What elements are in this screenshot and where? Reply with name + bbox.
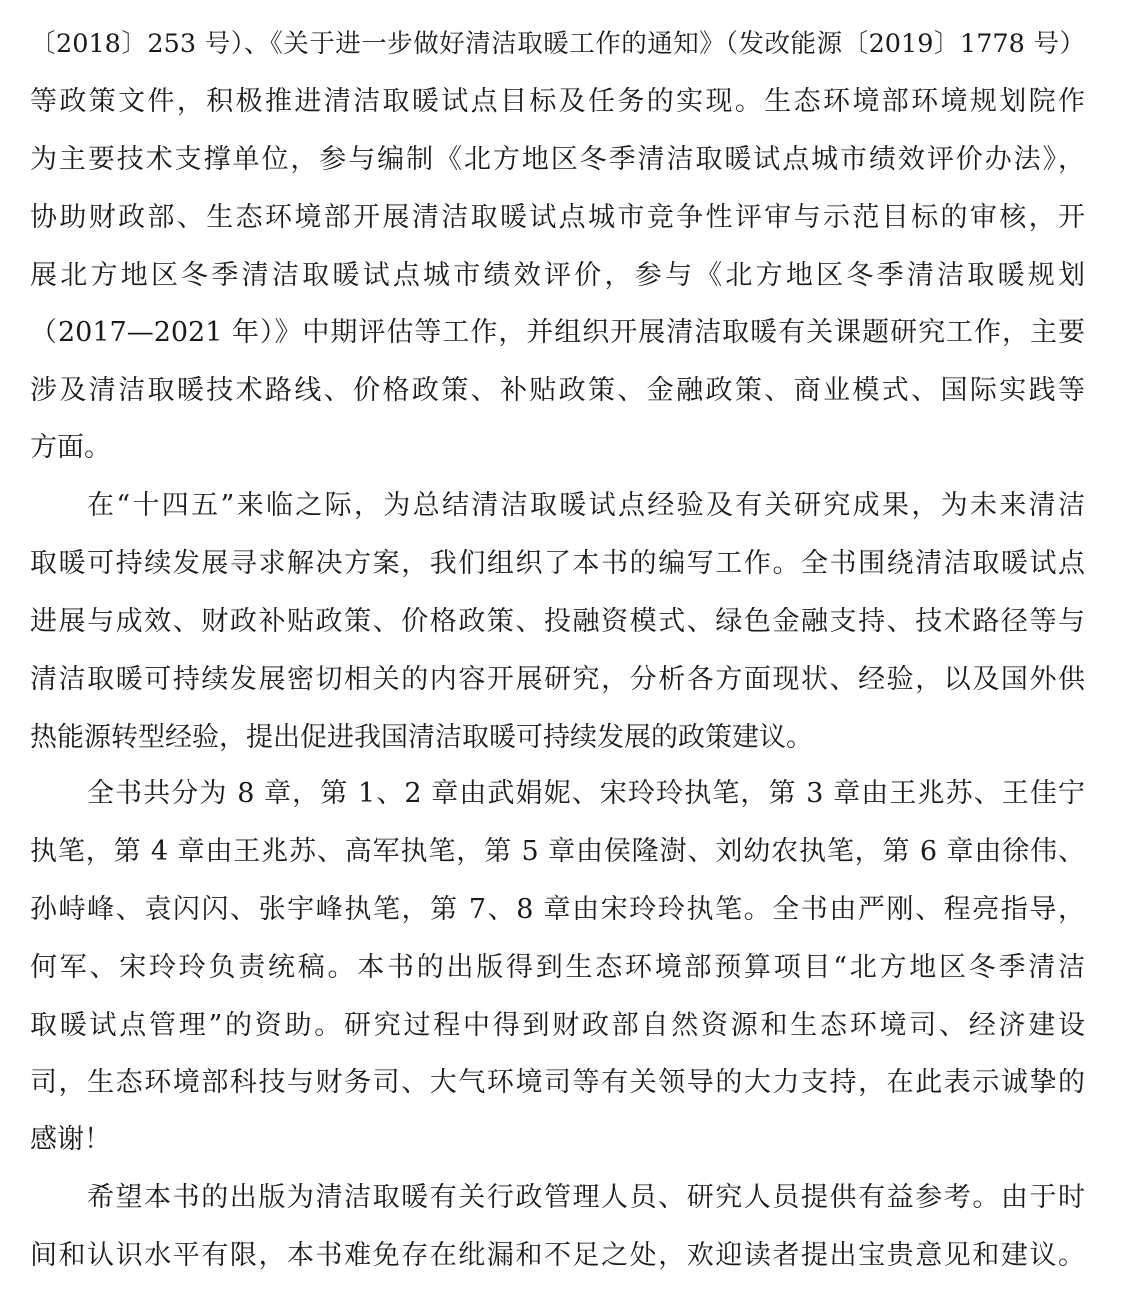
text-line: （2017—2021 年）》中期评估等工作，并组织开展清洁取暖有关课题研究工作，主要 <box>30 317 1085 348</box>
text-line: 孙峙峰、袁闪闪、张宇峰执笔，第 7、8 章由宋玲玲执笔。全书由严刚、程亮指导， <box>30 894 1085 925</box>
text-line: 感谢！ <box>30 1124 111 1155</box>
text-line: 〔2018〕253 号）、《关于进一步做好清洁取暖工作的通知》（发改能源〔2019〕1778 号） <box>30 29 1085 59</box>
text-line: 司，生态环境部科技与财务司、大气环境司等有关领导的大力支持，在此表示诚挚的 <box>30 1067 1085 1098</box>
text-line: 展北方地区冬季清洁取暖试点城市绩效评价，参与《北方地区冬季清洁取暖规划 <box>30 260 1085 291</box>
text-line: 全书共分为 8 章，第 1、2 章由武娟妮、宋玲玲执笔，第 3 章由王兆苏、王佳宁 <box>87 778 1085 809</box>
text-line: 希望本书的出版为清洁取暖有关行政管理人员、研究人员提供有益参考。由于时 <box>87 1182 1085 1213</box>
text-line: 间和认识水平有限，本书难免存在纰漏和不足之处，欢迎读者提出宝贵意见和建议。 <box>30 1240 1085 1271</box>
text-line: 取暖试点管理”的资助。研究过程中得到财政部自然资源和生态环境司、经济建设 <box>30 1010 1085 1041</box>
text-line: 何军、宋玲玲负责统稿。本书的出版得到生态环境部预算项目“北方地区冬季清洁 <box>30 952 1085 983</box>
text-line: 清洁取暖可持续发展密切相关的内容开展研究，分析各方面现状、经验，以及国外供 <box>30 664 1085 695</box>
text-line: 在“十四五”来临之际，为总结清洁取暖试点经验及有关研究成果，为未来清洁 <box>87 490 1085 521</box>
text-line: 方面。 <box>30 432 111 463</box>
text-line: 等政策文件，积极推进清洁取暖试点目标及任务的实现。生态环境部环境规划院作 <box>30 86 1085 117</box>
text-line: 为主要技术支撑单位，参与编制《北方地区冬季清洁取暖试点城市绩效评价办法》， <box>30 144 1085 175</box>
text-line: 涉及清洁取暖技术路线、价格政策、补贴政策、金融政策、商业模式、国际实践等 <box>30 375 1085 406</box>
text-line: 协助财政部、生态环境部开展清洁取暖试点城市竞争性评审与示范目标的审核，开 <box>30 202 1085 233</box>
text-line: 热能源转型经验，提出促进我国清洁取暖可持续发展的政策建议。 <box>30 722 813 753</box>
text-line: 执笔，第 4 章由王兆苏、高军执笔，第 5 章由侯隆澍、刘幼农执笔，第 6 章由徐伟、 <box>30 836 1085 867</box>
text-line: 进展与成效、财政补贴政策、价格政策、投融资模式、绿色金融支持、技术路径等与 <box>30 606 1085 637</box>
text-line: 取暖可持续发展寻求解决方案，我们组织了本书的编写工作。全书围绕清洁取暖试点 <box>30 548 1085 579</box>
